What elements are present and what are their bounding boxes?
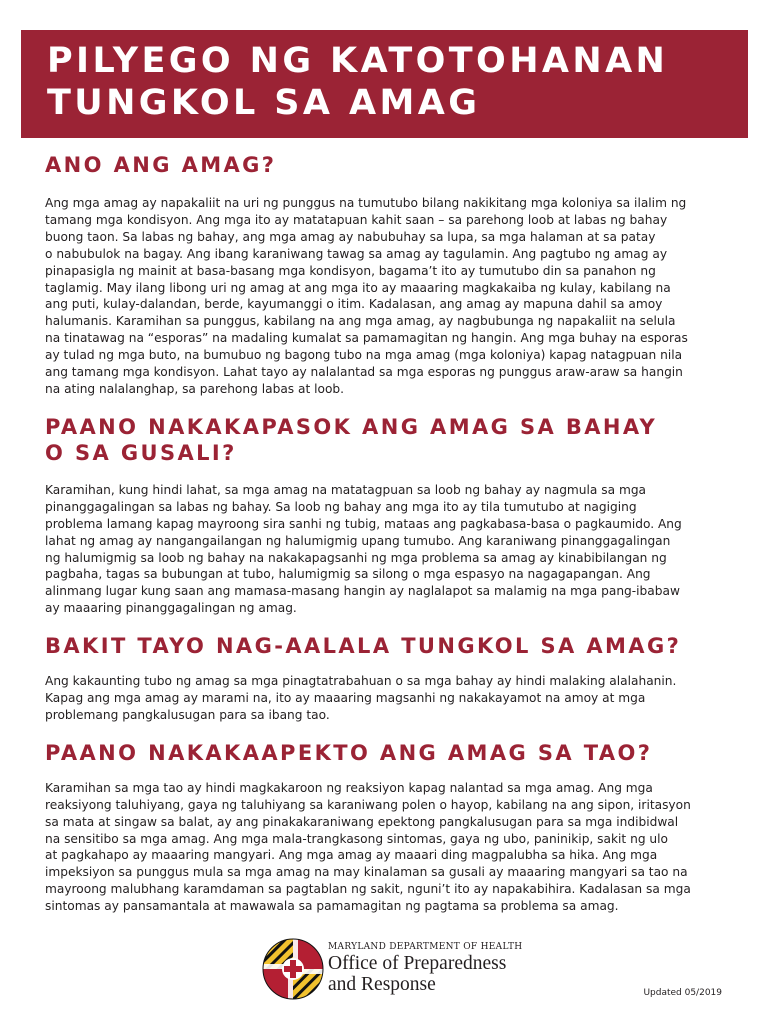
section-heading-ano-ang-amag: ANO ANG AMAG? — [45, 153, 277, 177]
section-body-paano-nakakapasok: Karamihan, kung hindi lahat, sa mga amag na matatagpuan sa loob ng bahay ay nagmula sa mga pinanggagalingan sa labas ng bahay. Sa loob ng bahay ang mga ito ay tila tumutubo at nagiging problema lamang kapag mayroong sira sanhi ng tubig, mataas ang pagkabasa-basa o pagkaumido. Ang lahat ng amag ay nangangailangan ng halumigmig upang tumubo. Ang karaniwang pinanggagalingan ng halumigmig sa loob ng bahay na nakakapagsanhi ng mga problema sa amag ay kinabibilangan ng pagbaha, tagas sa bubungan at tubo, halumigmig sa silong o mga espasyo na nagagapangan. Ang alinmang lugar kung saan ang mamasa-masang hangin ay naglalapot sa malamig na mga pang-ibabaw ay maaaring pinanggagalingan ng amag. — [45, 482, 682, 616]
department-name: MARYLAND DEPARTMENT OF HEALTH — [328, 942, 523, 952]
maryland-flag-seal-icon — [262, 938, 324, 1000]
updated-date: Updated 05/2019 — [643, 988, 722, 998]
footer-logo — [262, 938, 522, 1004]
title-banner — [21, 30, 748, 138]
title-line-1: PILYEGO NG KATOTOHANAN — [47, 41, 669, 81]
section-body-ano-ang-amag: Ang mga amag ay napakaliit na uri ng punggus na tumutubo bilang nakikitang mga koloniya sa ilalim ng tamang mga kondisyon. Ang mga ito ay matatapuan kahit saan – sa parehong loob at labas ng bahay buong taon. Sa labas ng bahay, ang mga amag ay nabubuhay sa lupa, sa mga halaman at sa patay o nabubulok na bagay. Ang ibang karaniwang tawag sa amag ay tagulamin. Ang pagtubo ng amag ay pinapasigla ng mainit at basa-basang mga kondisyon, bagama’t ito ay tumutubo din sa panahon ng taglamig. May ilang libong uri ng amag at ang mga ito ay maaaring magkakaiba ng kulay, kabilang na ang puti, kulay-dalandan, berde, kayumanggi o itim. Kadalasan, ang amag ay mapuna dahil sa amoy halumanis. Karamihan sa punggus, kabilang na ang mga amag, ay nagbubunga ng napakaliit na selula na tinatawag na “esporas” na madaling kumalat sa pamamagitan ng hangin. Ang mga buhay na esporas ay tulad ng mga buto, na bumubuo ng bagong tubo na mga amag (mga koloniya) kapag natagpuan nila ang tamang mga kondisyon. Lahat tayo ay nalalantad sa mga esporas ng punggus araw-araw sa hangin na ating nalalanghap, sa parehong labas at loob. — [45, 196, 688, 396]
section-body-paano-nakakaapekto: Karamihan sa mga tao ay hindi magkakaroon ng reaksiyon kapag nalantad sa mga amag. Ang mga reaksiyong taluhiyang, gaya ng taluhiyang sa karaniwang polen o hayop, kabilang na ang sipon, iritasyon sa mata at singaw sa balat, ay ang pinakakaraniwang epektong pangkalusugan para sa mga indibidwal na sensitibo sa mga amag. Ang mga mala-trangkasong sintomas, gaya ng ubo, paninikip, sakit ng ulo at pagkahapo ay maaaring mangyari. Ang mga amag ay maaari ding magpalubha sa hika. Ang mga impeksiyon sa punggus mula sa mga amag na may kinalaman sa gusali ay maaaring mangyari sa tao na mayroong malubhang karamdaman sa pagtablan ng sakit, nguni’t ito ay napakabihira. Kadalasan sa mga sintomas ay pansamantala at mawawala sa pamamagitan ng pagtama sa problema sa amag. — [45, 780, 691, 914]
section-body-bakit-tayo-nag-aalala: Ang kakaunting tubo ng amag sa mga pinagtatrabahuan o sa mga bahay ay hindi malaking alalahanin. Kapag ang mga amag ay marami na, ito ay maaaring magsanhi ng nakakayamot na amoy at mga problemang pangkalusugan para sa ibang tao. — [45, 674, 677, 722]
title-line-2: TUNGKOL SA AMAG — [47, 83, 481, 123]
office-name: Office of Preparedness and Response — [328, 953, 507, 995]
section-heading-bakit-tayo-nag-aalala: BAKIT TAYO NAG-AALALA TUNGKOL SA AMAG? — [45, 634, 682, 659]
organization-text — [328, 942, 528, 995]
section-heading-paano-nakakaapekto: PAANO NAKAKAAPEKTO ANG AMAG SA TAO? — [45, 740, 653, 765]
main-content — [45, 148, 735, 915]
section-heading-paano-nakakapasok: PAANO NAKAKAPASOK ANG AMAG SA BAHAY O SA GUSALI? — [45, 414, 658, 465]
